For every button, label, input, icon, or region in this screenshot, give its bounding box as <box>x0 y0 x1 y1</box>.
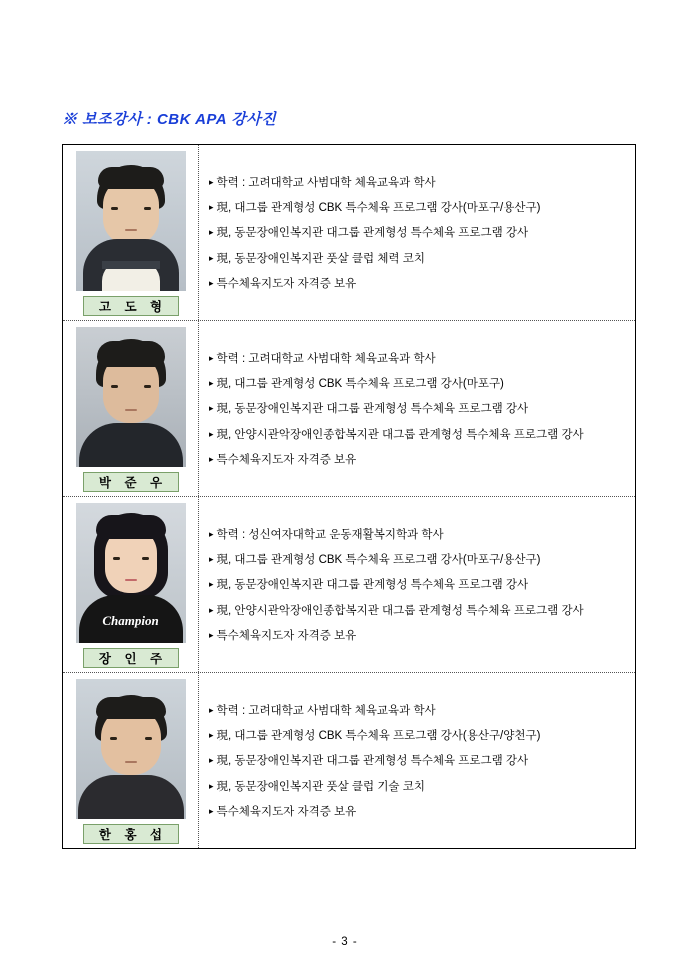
list-item: ▸ 現, 동문장애인복지관 대그룹 관계형성 특수체육 프로그램 강사 <box>209 227 529 240</box>
bullet-icon: ▸ <box>209 454 214 465</box>
bullet-icon: ▸ <box>209 704 214 715</box>
table-row <box>63 145 635 321</box>
instructor-info-cell <box>199 497 635 672</box>
bullet-icon: ▸ <box>209 278 214 289</box>
page-title: ※ 보조강사 : CBK APA 강사진 <box>62 111 277 128</box>
instructor-photo-cell <box>63 673 199 848</box>
bullet-icon: ▸ <box>209 806 214 817</box>
list-item: ▸ 現, 대그룹 관계형성 CBK 특수체육 프로그램 강사(마포구/용산구) <box>209 553 541 566</box>
bullet-icon: ▸ <box>209 227 214 238</box>
bullet-icon: ▸ <box>209 604 214 615</box>
portrait-photo <box>76 679 186 819</box>
list-item: ▸ 現, 대그룹 관계형성 CBK 특수체육 프로그램 강사(마포구/용산구) <box>209 201 541 214</box>
bullet-icon: ▸ <box>209 579 214 590</box>
list-item: ▸ 학력 : 고려대학교 사범대학 체육교육과 학사 <box>209 176 436 189</box>
list-item: ▸ 現, 동문장애인복지관 대그룹 관계형성 특수체육 프로그램 강사 <box>209 755 529 768</box>
list-item: ▸ 학력 : 성신여자대학교 운동재활복지학과 학사 <box>209 528 444 541</box>
instructor-name: 고 도 형 <box>83 296 179 316</box>
bullet-icon: ▸ <box>209 201 214 212</box>
portrait-photo <box>76 503 186 643</box>
table-row <box>63 673 635 848</box>
list-item: ▸ 학력 : 고려대학교 사범대학 체육교육과 학사 <box>209 352 436 365</box>
bullet-icon: ▸ <box>209 553 214 564</box>
instructor-name: 한 홍 섭 <box>83 824 179 844</box>
list-item: ▸ 특수체육지도자 자격증 보유 <box>209 278 357 291</box>
photo-brand-text: Champion <box>102 613 159 628</box>
bullet-icon: ▸ <box>209 403 214 414</box>
portrait-photo <box>76 327 186 467</box>
list-item: ▸ 現, 안양시관악장애인종합복지관 대그룹 관계형성 특수체육 프로그램 강사 <box>209 604 584 617</box>
bullet-icon: ▸ <box>209 428 214 439</box>
bullet-icon: ▸ <box>209 528 214 539</box>
list-item: ▸ 現, 안양시관악장애인종합복지관 대그룹 관계형성 특수체육 프로그램 강사 <box>209 428 584 441</box>
bullet-icon: ▸ <box>209 176 214 187</box>
instructor-photo-cell <box>63 321 199 496</box>
list-item: ▸ 現, 동문장애인복지관 풋살 클럽 체력 코치 <box>209 252 425 265</box>
instructor-photo-cell <box>63 145 199 320</box>
bullet-icon: ▸ <box>209 630 214 641</box>
list-item: ▸ 특수체육지도자 자격증 보유 <box>209 806 357 819</box>
instructor-info-cell <box>199 321 635 496</box>
list-item: ▸ 現, 대그룹 관계형성 CBK 특수체육 프로그램 강사(용산구/양천구) <box>209 729 541 742</box>
list-item: ▸ 現, 동문장애인복지관 대그룹 관계형성 특수체육 프로그램 강사 <box>209 579 529 592</box>
instructor-name: 박 준 우 <box>83 472 179 492</box>
bullet-icon: ▸ <box>209 729 214 740</box>
list-item: ▸ 특수체육지도자 자격증 보유 <box>209 454 357 467</box>
instructor-info-cell <box>199 145 635 320</box>
list-item: ▸ 現, 동문장애인복지관 대그룹 관계형성 특수체육 프로그램 강사 <box>209 403 529 416</box>
list-item: ▸ 現, 동문장애인복지관 풋살 클럽 기술 코치 <box>209 780 425 793</box>
instructor-name: 장 인 주 <box>83 648 179 668</box>
instructor-table <box>62 144 636 849</box>
bullet-icon: ▸ <box>209 377 214 388</box>
page-number: - 3 - <box>332 936 358 948</box>
bullet-icon: ▸ <box>209 780 214 791</box>
bullet-icon: ▸ <box>209 755 214 766</box>
instructor-photo-cell <box>63 497 199 672</box>
bullet-icon: ▸ <box>209 252 214 263</box>
table-row <box>63 321 635 497</box>
table-row <box>63 497 635 673</box>
list-item: ▸ 특수체육지도자 자격증 보유 <box>209 630 357 643</box>
list-item: ▸ 現, 대그룹 관계형성 CBK 특수체육 프로그램 강사(마포구) <box>209 377 504 390</box>
instructor-info-cell <box>199 673 635 848</box>
portrait-photo <box>76 151 186 291</box>
list-item: ▸ 학력 : 고려대학교 사범대학 체육교육과 학사 <box>209 704 436 717</box>
bullet-icon: ▸ <box>209 352 214 363</box>
